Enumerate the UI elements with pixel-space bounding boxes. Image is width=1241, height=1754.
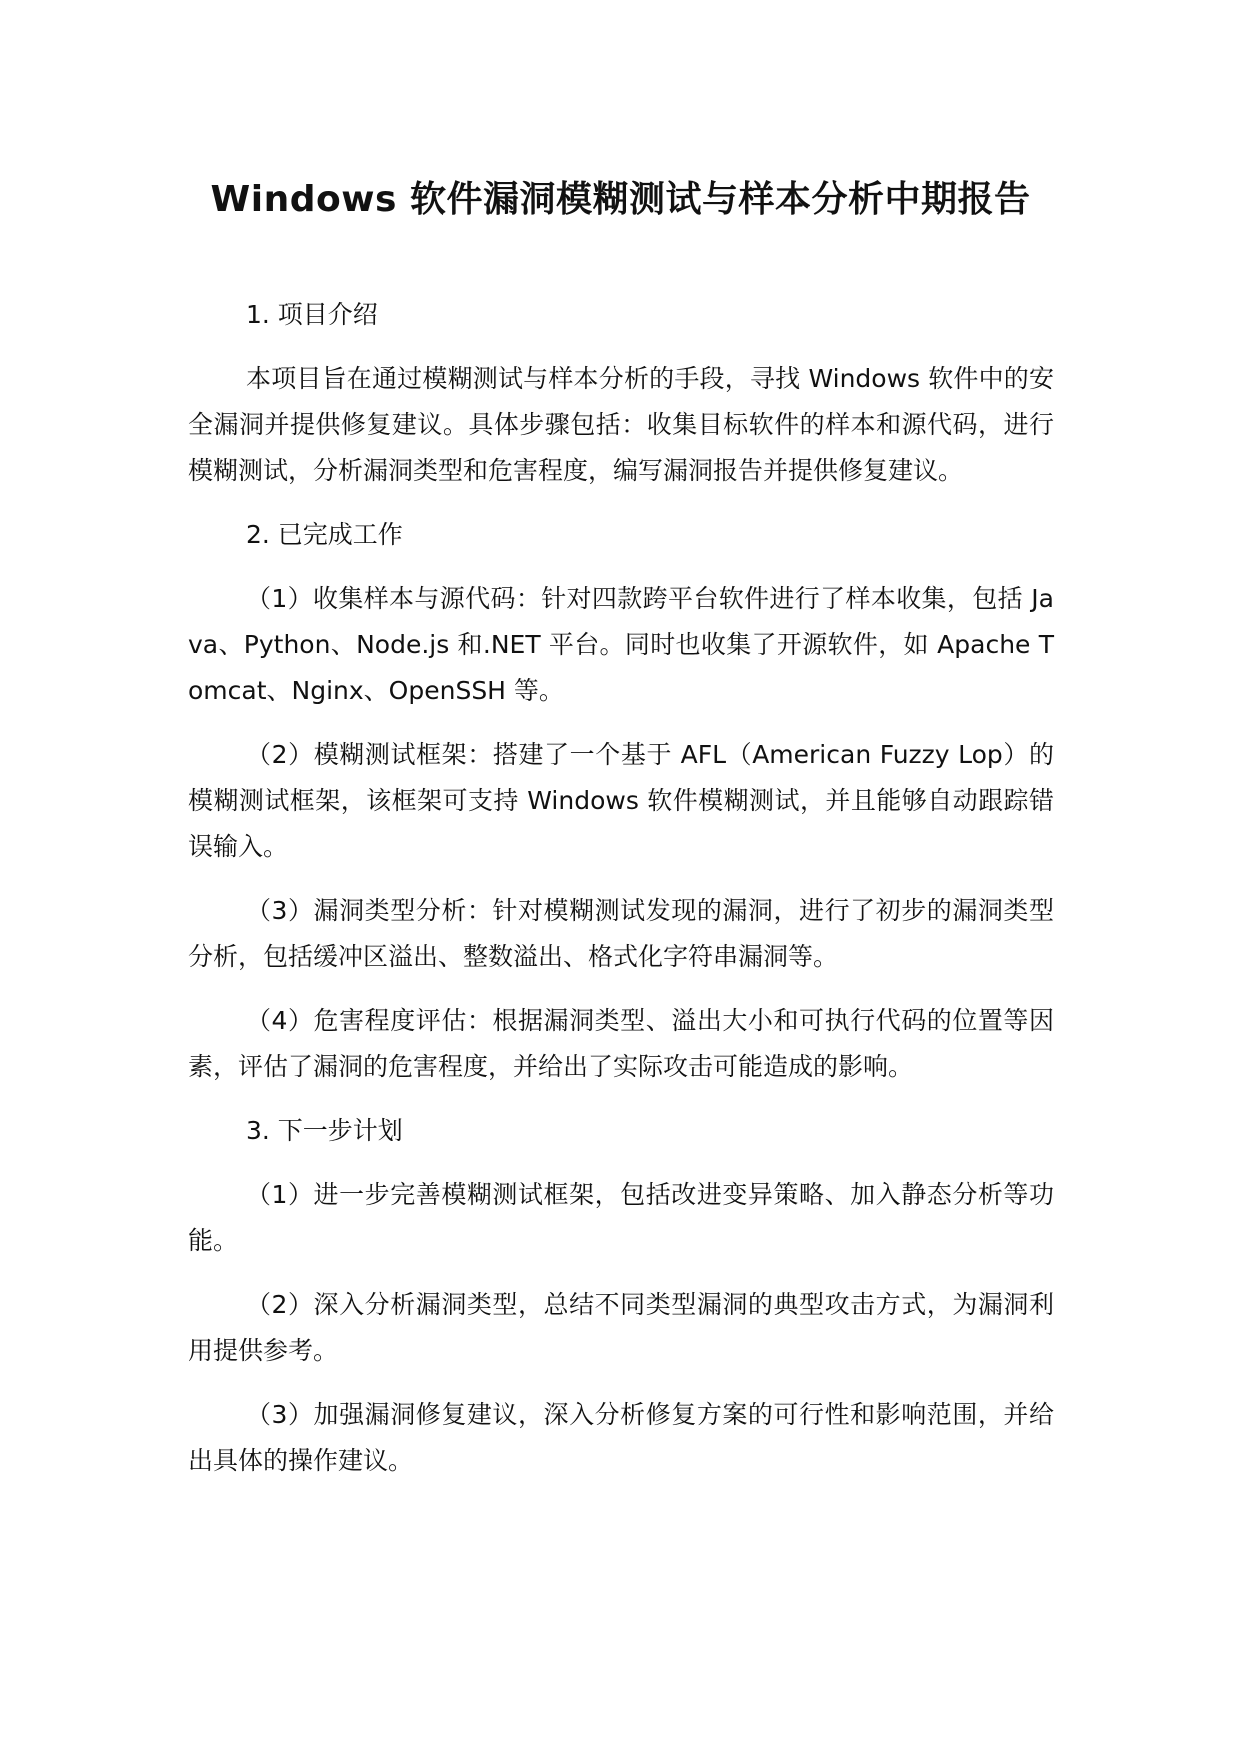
completed-work-item-4: （4）危害程度评估：根据漏洞类型、溢出大小和可执行代码的位置等因素，评估了漏洞的危害程度，并给出了实际攻击可能造成的影响。: [188, 1006, 1054, 1081]
section-heading-next-plan: 3. 下一步计划: [246, 1116, 403, 1145]
next-plan-item-2: （2）深入分析漏洞类型，总结不同类型漏洞的典型攻击方式，为漏洞利用提供参考。: [188, 1290, 1054, 1365]
introduction-paragraph: 本项目旨在通过模糊测试与样本分析的手段，寻找 Windows 软件中的安全漏洞并提供修复建议。具体步骤包括：收集目标软件的样本和源代码，进行模糊测试，分析漏洞类型和危害程度，编写漏洞报告并提供修复建议。: [188, 364, 1054, 485]
next-plan-item-3: （3）加强漏洞修复建议，深入分析修复方案的可行性和影响范围，并给出具体的操作建议。: [188, 1400, 1054, 1475]
next-plan-item-1: （1）进一步完善模糊测试框架，包括改进变异策略、加入静态分析等功能。: [188, 1180, 1054, 1255]
section-heading-completed-work: 2. 已完成工作: [246, 520, 403, 549]
document-body: [188, 292, 1054, 1502]
completed-work-item-3: （3）漏洞类型分析：针对模糊测试发现的漏洞，进行了初步的漏洞类型分析，包括缓冲区溢出、整数溢出、格式化字符串漏洞等。: [188, 896, 1054, 971]
section-heading-introduction: 1. 项目介绍: [246, 300, 378, 329]
page-title: Windows 软件漏洞模糊测试与样本分析中期报告: [210, 179, 1031, 220]
completed-work-item-2: （2）模糊测试框架：搭建了一个基于 AFL（American Fuzzy Lop）的模糊测试框架，该框架可支持 Windows 软件模糊测试，并且能够自动跟踪错误输入。: [188, 740, 1054, 861]
completed-work-item-1: （1）收集样本与源代码：针对四款跨平台软件进行了样本收集，包括 Java、Python、Node.js 和.NET 平台。同时也收集了开源软件，如 Apache Tomcat、Nginx、OpenSSH 等。: [188, 584, 1054, 705]
